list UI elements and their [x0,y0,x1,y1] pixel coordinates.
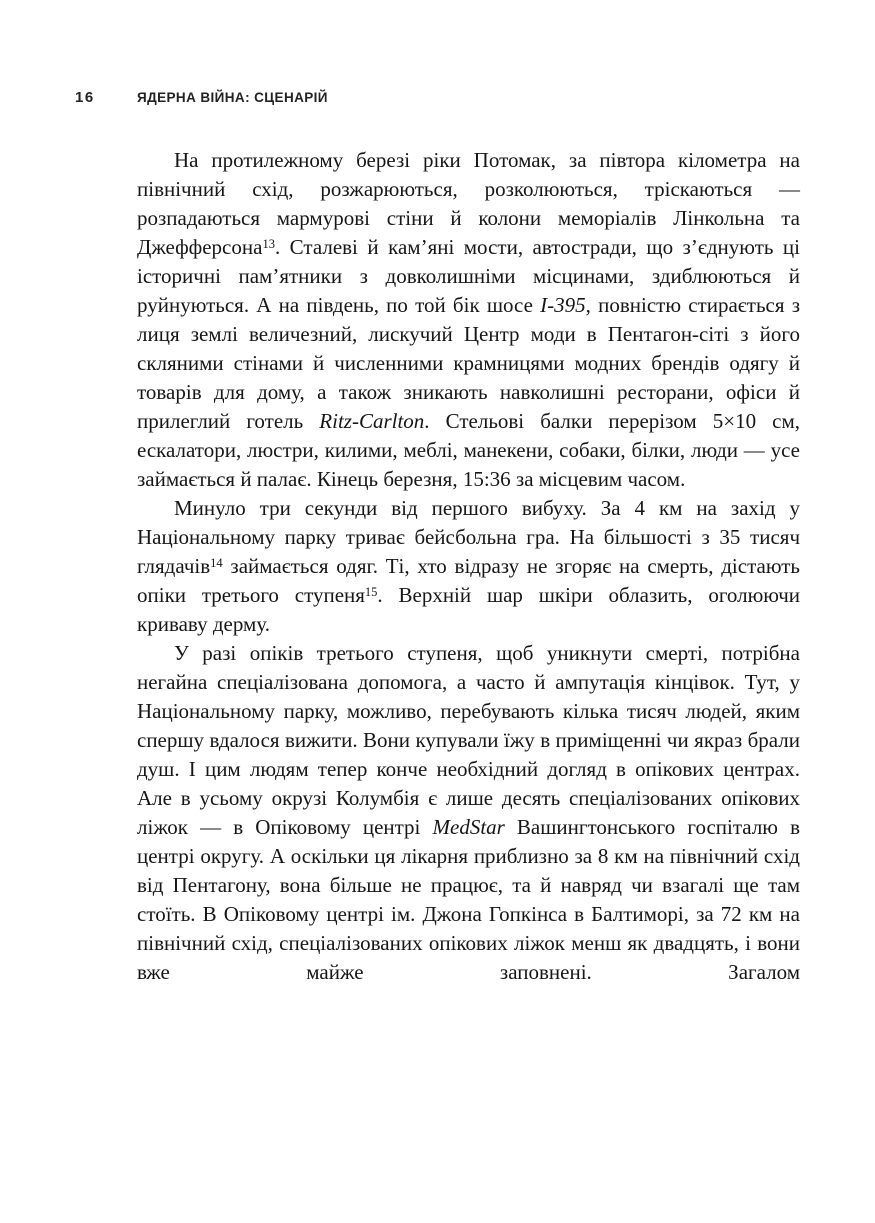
paragraph [137,146,800,494]
text-run: Минуло три секунди від першого вибуху. За 4 км на захід у Національному парку триває бейсбольна гра. На більшості з 35 тисяч глядачів [137,496,800,578]
italic-text-run: Ritz-Carlton [319,409,425,433]
footnote-reference: 13 [262,237,275,252]
text-run: , повністю стирається з лиця землі величезний, лискучий Центр моди в Пентагон-сіті з його скляними стінами й численними крамницями модних брендів одягу й товарів для дому, а також зникають навколишні ресторани, офіси й прилеглий готель [137,293,801,433]
footnote-reference: 15 [364,585,378,600]
italic-text-run: MedStar [432,815,505,839]
footnote-reference: 14 [210,556,223,571]
text-run: . Сталеві й кам’яні мости, автостради, що з’єднують ці історичні пам’ятники з довколишніми місцинами, здиблюються й руйнуються. А на південь, по той бік шосе [137,235,800,317]
body-text-block [137,146,800,987]
page-header [75,89,800,107]
paragraph [137,494,800,639]
text-run: . Верхній шар шкіри облазить, оголюючи криваву дерму. [137,583,800,636]
text-run: . Стельові балки перерізом 5×10 см, ескалатори, люстри, килими, меблі, манекени, собаки, білки, люди — усе займається й палає. Кінець березня, 15:36 за місцевим часом. [137,409,800,491]
italic-text-run: I-395 [540,293,586,317]
paragraph [137,639,800,987]
page-number: 16 [75,89,95,106]
running-title: ЯДЕРНА ВІЙНА: СЦЕНАРІЙ [137,90,328,105]
text-run: На протилежному березі ріки Потомак, за півтора кілометра на північний схід, розжарюються, розколюються, тріскаються — розпадаються мармурові стіни й колони меморіалів Лінкольна та Джефферсона [137,148,800,259]
text-run: У разі опіків третього ступеня, щоб уникнути смерті, потрібна негайна спеціалізована допомога, а часто й ампутація кінцівок. Тут, у Національному парку, можливо, перебувають кілька тисяч людей, яким спершу вдалося вижити. Вони купували їжу в приміщенні чи якраз брали душ. І цим людям тепер конче необхідний догляд в опікових центрах. Але в усьому окрузі Колумбія є лише десять спеціалізованих опікових ліжок — в Опіковому центрі [137,641,800,839]
text-run: Вашингтонського госпіталю в центрі округу. А оскільки ця лікарня приблизно за 8 км на північний схід від Пентагону, вона більше не працює, та й навряд чи взагалі ще там стоїть. В Опіковому центрі ім. Джона Гопкінса в Балтиморі, за 72 км на північний схід, спеціалізованих опікових ліжок менш як двадцять, і вони вже майже заповнені. Загалом [137,815,800,984]
text-run: займається одяг. Ті, хто відразу не згоряє на смерть, дістають опіки третього ступеня [137,554,800,607]
